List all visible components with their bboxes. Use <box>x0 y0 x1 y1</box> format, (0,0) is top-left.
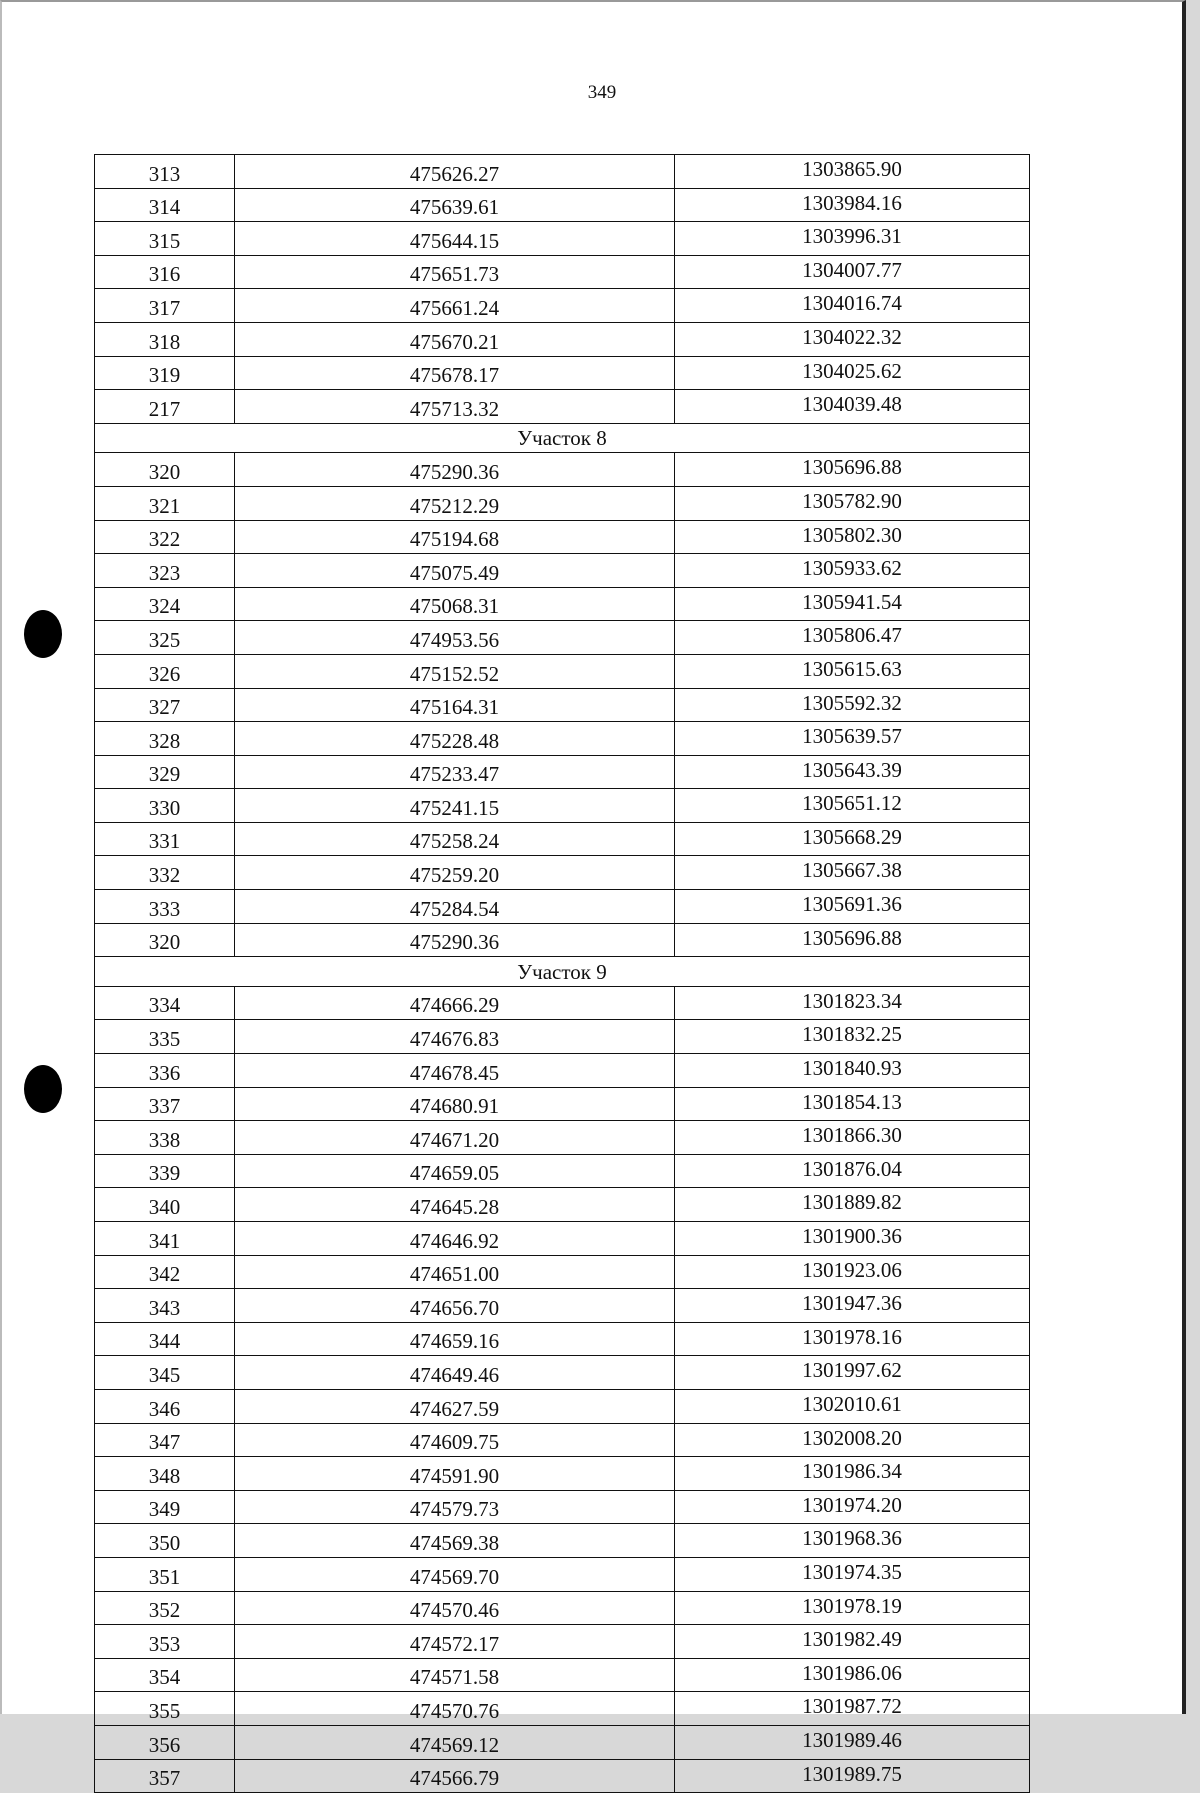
x-coordinate-cell: 475152.52 <box>235 654 675 688</box>
x-coordinate-cell: 474651.00 <box>235 1255 675 1289</box>
y-coordinate-cell: 1302010.61 <box>675 1389 1030 1423</box>
table-row <box>95 1289 1030 1323</box>
table-row <box>95 1356 1030 1390</box>
point-number-cell: 354 <box>95 1658 235 1692</box>
y-coordinate-cell: 1301947.36 <box>675 1289 1030 1323</box>
table-row <box>95 789 1030 823</box>
y-coordinate-cell: 1305933.62 <box>675 554 1030 588</box>
y-coordinate-cell: 1301987.72 <box>675 1692 1030 1726</box>
point-number-cell: 341 <box>95 1222 235 1256</box>
table-row <box>95 1389 1030 1423</box>
point-number-cell: 345 <box>95 1356 235 1390</box>
y-coordinate-cell: 1305592.32 <box>675 688 1030 722</box>
y-coordinate-cell: 1301978.19 <box>675 1591 1030 1625</box>
x-coordinate-cell: 475075.49 <box>235 554 675 588</box>
table-row <box>95 986 1030 1020</box>
point-number-cell: 330 <box>95 789 235 823</box>
y-coordinate-cell: 1301968.36 <box>675 1524 1030 1558</box>
point-number-cell: 344 <box>95 1322 235 1356</box>
point-number-cell: 346 <box>95 1389 235 1423</box>
table-row <box>95 1054 1030 1088</box>
table-row <box>95 155 1030 189</box>
x-coordinate-cell: 475068.31 <box>235 587 675 621</box>
x-coordinate-cell: 475670.21 <box>235 322 675 356</box>
section-title: Участок 9 <box>95 957 1030 987</box>
y-coordinate-cell: 1301989.46 <box>675 1725 1030 1759</box>
y-coordinate-cell: 1305782.90 <box>675 486 1030 520</box>
y-coordinate-cell: 1301900.36 <box>675 1222 1030 1256</box>
point-number-cell: 357 <box>95 1759 235 1793</box>
y-coordinate-cell: 1301997.62 <box>675 1356 1030 1390</box>
x-coordinate-cell: 475678.17 <box>235 356 675 390</box>
y-coordinate-cell: 1304022.32 <box>675 322 1030 356</box>
table-row <box>95 1322 1030 1356</box>
y-coordinate-cell: 1305639.57 <box>675 722 1030 756</box>
y-coordinate-cell: 1302008.20 <box>675 1423 1030 1457</box>
x-coordinate-cell: 474659.16 <box>235 1322 675 1356</box>
table-row <box>95 1154 1030 1188</box>
point-number-cell: 340 <box>95 1188 235 1222</box>
x-coordinate-cell: 475639.61 <box>235 188 675 222</box>
x-coordinate-cell: 475651.73 <box>235 255 675 289</box>
table-row <box>95 390 1030 424</box>
y-coordinate-cell: 1305696.88 <box>675 923 1030 957</box>
x-coordinate-cell: 475626.27 <box>235 155 675 189</box>
x-coordinate-cell: 474569.12 <box>235 1725 675 1759</box>
point-number-cell: 355 <box>95 1692 235 1726</box>
point-number-cell: 339 <box>95 1154 235 1188</box>
table-row <box>95 1490 1030 1524</box>
x-coordinate-cell: 474646.92 <box>235 1222 675 1256</box>
x-coordinate-cell: 474627.59 <box>235 1389 675 1423</box>
y-coordinate-cell: 1305696.88 <box>675 453 1030 487</box>
table-row <box>95 621 1030 655</box>
section-header-row <box>95 423 1030 453</box>
x-coordinate-cell: 474566.79 <box>235 1759 675 1793</box>
point-number-cell: 338 <box>95 1121 235 1155</box>
point-number-cell: 351 <box>95 1557 235 1591</box>
table-row <box>95 654 1030 688</box>
y-coordinate-cell: 1301923.06 <box>675 1255 1030 1289</box>
x-coordinate-cell: 475661.24 <box>235 289 675 323</box>
table-row <box>95 688 1030 722</box>
y-coordinate-cell: 1301986.06 <box>675 1658 1030 1692</box>
x-coordinate-cell: 475290.36 <box>235 923 675 957</box>
x-coordinate-cell: 474649.46 <box>235 1356 675 1390</box>
table-row <box>95 890 1030 924</box>
point-number-cell: 324 <box>95 587 235 621</box>
point-number-cell: 333 <box>95 890 235 924</box>
point-number-cell: 326 <box>95 654 235 688</box>
y-coordinate-cell: 1303865.90 <box>675 155 1030 189</box>
point-number-cell: 319 <box>95 356 235 390</box>
y-coordinate-cell: 1305806.47 <box>675 621 1030 655</box>
table-row <box>95 722 1030 756</box>
x-coordinate-cell: 474666.29 <box>235 986 675 1020</box>
y-coordinate-cell: 1305643.39 <box>675 755 1030 789</box>
x-coordinate-cell: 474591.90 <box>235 1457 675 1491</box>
x-coordinate-cell: 475194.68 <box>235 520 675 554</box>
table-row <box>95 755 1030 789</box>
point-number-cell: 348 <box>95 1457 235 1491</box>
x-coordinate-cell: 475713.32 <box>235 390 675 424</box>
point-number-cell: 334 <box>95 986 235 1020</box>
table-row <box>95 188 1030 222</box>
x-coordinate-cell: 474953.56 <box>235 621 675 655</box>
y-coordinate-cell: 1301982.49 <box>675 1625 1030 1659</box>
point-number-cell: 329 <box>95 755 235 789</box>
table-row <box>95 554 1030 588</box>
table-row <box>95 1591 1030 1625</box>
point-number-cell: 217 <box>95 390 235 424</box>
x-coordinate-cell: 474572.17 <box>235 1625 675 1659</box>
y-coordinate-cell: 1304039.48 <box>675 390 1030 424</box>
point-number-cell: 343 <box>95 1289 235 1323</box>
x-coordinate-cell: 474570.46 <box>235 1591 675 1625</box>
table-row <box>95 1087 1030 1121</box>
table-row <box>95 1423 1030 1457</box>
y-coordinate-cell: 1301974.20 <box>675 1490 1030 1524</box>
y-coordinate-cell: 1304007.77 <box>675 255 1030 289</box>
table-row <box>95 486 1030 520</box>
table-row <box>95 1725 1030 1759</box>
page-number: 349 <box>587 82 617 103</box>
table-row <box>95 587 1030 621</box>
y-coordinate-cell: 1301823.34 <box>675 986 1030 1020</box>
table-row <box>95 1658 1030 1692</box>
table-row <box>95 1020 1030 1054</box>
y-coordinate-cell: 1301978.16 <box>675 1322 1030 1356</box>
point-number-cell: 315 <box>95 222 235 256</box>
x-coordinate-cell: 474678.45 <box>235 1054 675 1088</box>
table-row <box>95 1255 1030 1289</box>
point-number-cell: 342 <box>95 1255 235 1289</box>
y-coordinate-cell: 1301876.04 <box>675 1154 1030 1188</box>
table-row <box>95 453 1030 487</box>
x-coordinate-cell: 475284.54 <box>235 890 675 924</box>
table-row <box>95 322 1030 356</box>
table-row <box>95 1121 1030 1155</box>
punch-hole-mark <box>24 610 62 658</box>
point-number-cell: 317 <box>95 289 235 323</box>
x-coordinate-cell: 474570.76 <box>235 1692 675 1726</box>
y-coordinate-cell: 1305668.29 <box>675 822 1030 856</box>
y-coordinate-cell: 1301889.82 <box>675 1188 1030 1222</box>
x-coordinate-cell: 474659.05 <box>235 1154 675 1188</box>
table-row <box>95 1524 1030 1558</box>
x-coordinate-cell: 474571.58 <box>235 1658 675 1692</box>
point-number-cell: 321 <box>95 486 235 520</box>
punch-hole-mark <box>24 1065 62 1113</box>
x-coordinate-cell: 474579.73 <box>235 1490 675 1524</box>
y-coordinate-cell: 1301840.93 <box>675 1054 1030 1088</box>
x-coordinate-cell: 475164.31 <box>235 688 675 722</box>
y-coordinate-cell: 1301854.13 <box>675 1087 1030 1121</box>
point-number-cell: 322 <box>95 520 235 554</box>
table-row <box>95 1692 1030 1726</box>
point-number-cell: 349 <box>95 1490 235 1524</box>
table-row <box>95 923 1030 957</box>
point-number-cell: 325 <box>95 621 235 655</box>
section-title: Участок 8 <box>95 423 1030 453</box>
coordinates-table-body <box>95 155 1030 1793</box>
table-row <box>95 856 1030 890</box>
point-number-cell: 331 <box>95 822 235 856</box>
x-coordinate-cell: 474645.28 <box>235 1188 675 1222</box>
y-coordinate-cell: 1305667.38 <box>675 856 1030 890</box>
y-coordinate-cell: 1305802.30 <box>675 520 1030 554</box>
point-number-cell: 350 <box>95 1524 235 1558</box>
y-coordinate-cell: 1301866.30 <box>675 1121 1030 1155</box>
table-row <box>95 1557 1030 1591</box>
point-number-cell: 328 <box>95 722 235 756</box>
y-coordinate-cell: 1305651.12 <box>675 789 1030 823</box>
y-coordinate-cell: 1301989.75 <box>675 1759 1030 1793</box>
y-coordinate-cell: 1304025.62 <box>675 356 1030 390</box>
y-coordinate-cell: 1304016.74 <box>675 289 1030 323</box>
x-coordinate-cell: 475241.15 <box>235 789 675 823</box>
x-coordinate-cell: 475212.29 <box>235 486 675 520</box>
point-number-cell: 337 <box>95 1087 235 1121</box>
y-coordinate-cell: 1305691.36 <box>675 890 1030 924</box>
y-coordinate-cell: 1305941.54 <box>675 587 1030 621</box>
y-coordinate-cell: 1301986.34 <box>675 1457 1030 1491</box>
x-coordinate-cell: 474656.70 <box>235 1289 675 1323</box>
coordinates-table <box>94 154 1030 1793</box>
point-number-cell: 313 <box>95 155 235 189</box>
x-coordinate-cell: 475228.48 <box>235 722 675 756</box>
point-number-cell: 327 <box>95 688 235 722</box>
point-number-cell: 320 <box>95 453 235 487</box>
x-coordinate-cell: 475290.36 <box>235 453 675 487</box>
table-row <box>95 289 1030 323</box>
x-coordinate-cell: 474676.83 <box>235 1020 675 1054</box>
table-row <box>95 1625 1030 1659</box>
y-coordinate-cell: 1305615.63 <box>675 654 1030 688</box>
y-coordinate-cell: 1303984.16 <box>675 188 1030 222</box>
table-row <box>95 520 1030 554</box>
point-number-cell: 352 <box>95 1591 235 1625</box>
section-header-row <box>95 957 1030 987</box>
x-coordinate-cell: 475258.24 <box>235 822 675 856</box>
table-row <box>95 1188 1030 1222</box>
point-number-cell: 353 <box>95 1625 235 1659</box>
x-coordinate-cell: 474569.70 <box>235 1557 675 1591</box>
table-row <box>95 822 1030 856</box>
point-number-cell: 323 <box>95 554 235 588</box>
table-row <box>95 1759 1030 1793</box>
table-row <box>95 1457 1030 1491</box>
x-coordinate-cell: 474680.91 <box>235 1087 675 1121</box>
point-number-cell: 347 <box>95 1423 235 1457</box>
table-row <box>95 356 1030 390</box>
x-coordinate-cell: 475644.15 <box>235 222 675 256</box>
table-row <box>95 255 1030 289</box>
x-coordinate-cell: 474569.38 <box>235 1524 675 1558</box>
point-number-cell: 320 <box>95 923 235 957</box>
table-row <box>95 222 1030 256</box>
x-coordinate-cell: 474609.75 <box>235 1423 675 1457</box>
point-number-cell: 318 <box>95 322 235 356</box>
y-coordinate-cell: 1301974.35 <box>675 1557 1030 1591</box>
point-number-cell: 332 <box>95 856 235 890</box>
point-number-cell: 314 <box>95 188 235 222</box>
y-coordinate-cell: 1301832.25 <box>675 1020 1030 1054</box>
x-coordinate-cell: 475233.47 <box>235 755 675 789</box>
point-number-cell: 336 <box>95 1054 235 1088</box>
point-number-cell: 356 <box>95 1725 235 1759</box>
table-row <box>95 1222 1030 1256</box>
x-coordinate-cell: 474671.20 <box>235 1121 675 1155</box>
point-number-cell: 316 <box>95 255 235 289</box>
x-coordinate-cell: 475259.20 <box>235 856 675 890</box>
y-coordinate-cell: 1303996.31 <box>675 222 1030 256</box>
point-number-cell: 335 <box>95 1020 235 1054</box>
